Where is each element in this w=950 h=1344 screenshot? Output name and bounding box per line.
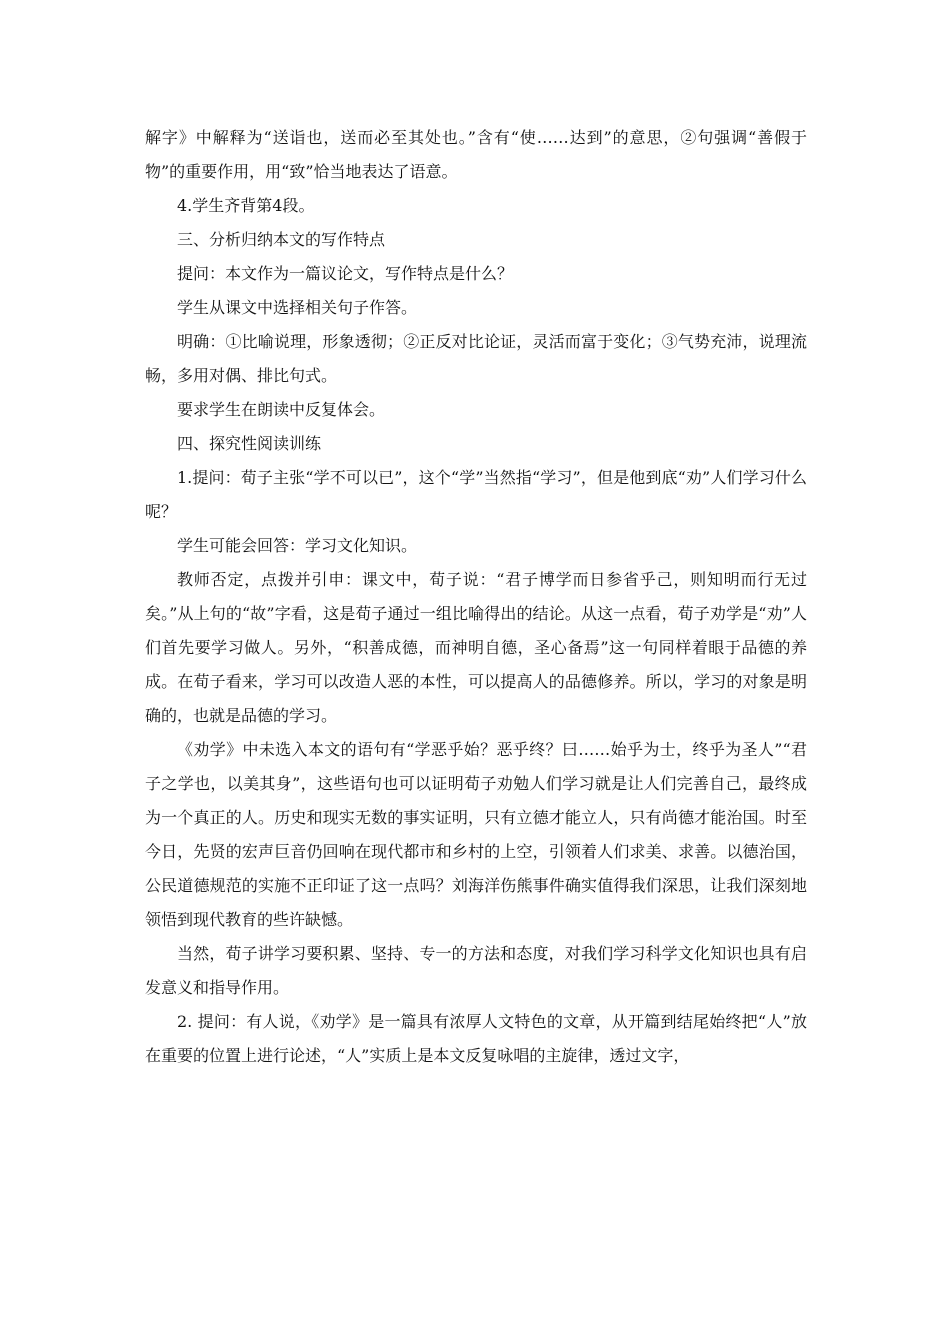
paragraph-possible-answer: 学生可能会回答：学习文化知识。 bbox=[177, 536, 418, 555]
paragraph-reading-requirement: 要求学生在朗读中反复体会。 bbox=[177, 400, 386, 419]
paragraph-question-writing-features: 提问：本文作为一篇议论文，写作特点是什么？ bbox=[177, 264, 514, 283]
paragraph-learning-methods: 当然，荀子讲学习要积累、坚持、专一的方法和态度，对我们学习科学文化知识也具有启发意义和指导作用。 bbox=[145, 944, 807, 997]
paragraph-quan-xue-quotes: 《劝学》中未选入本文的语句有“学恶乎始？恶乎终？曰……始乎为士，终乎为圣人”“君子之学也，以美其身”，这些语句也可以证明荀子劝勉人们学习就是让人们完善自己，最终成为一个真正的人。历史和现实无数的事实证明，只有立德才能立人，只有尚德才能治国。时至今日，先贤的宏声巨音仍回响在现代都市和乡村的上空，引领着人们求美、求善。以德治国，公民道德规范的实施不正印证了这一点吗？刘海洋伤熊事件确实值得我们深思，让我们深刻地领悟到现代教育的些许缺憾。 bbox=[145, 740, 807, 929]
paragraph-step-4: 4.学生齐背第4段。 bbox=[177, 196, 315, 215]
document-body bbox=[145, 121, 807, 1073]
section-heading-writing-features: 三、分析归纳本文的写作特点 bbox=[177, 230, 386, 249]
paragraph-teacher-guidance: 教师否定，点拨并引申：课文中，荀子说：“君子博学而日参省乎己，则知明而行无过矣。”从上句的“故”字看，这是荀子通过一组比喻得出的结论。从这一点看，荀子劝学是“劝”人们首先要学习做人。另外，“积善成德，而神明自德，圣心备焉”这一句同样着眼于品德的养成。在荀子看来，学习可以改造人恶的本性，可以提高人的品德修养。所以，学习的对象是明确的，也就是品德的学习。 bbox=[145, 570, 807, 725]
section-heading-inquiry-reading: 四、探究性阅读训练 bbox=[177, 434, 322, 453]
paragraph-question-2: 2. 提问：有人说，《劝学》是一篇具有浓厚人文特色的文章，从开篇到结尾始终把“人”放在重要的位置上进行论述，“人”实质上是本文反复咏唱的主旋律，透过文字， bbox=[145, 1012, 807, 1065]
paragraph-continuation: 解字》中解释为“送诣也，送而必至其处也。”含有“使……达到”的意思，②句强调“善假于物”的重要作用，用“致”恰当地表达了语意。 bbox=[145, 128, 807, 181]
paragraph-clarification: 明确：①比喻说理，形象透彻；②正反对比论证，灵活而富于变化；③气势充沛，说理流畅，多用对偶、排比句式。 bbox=[145, 332, 807, 385]
paragraph-students-answer: 学生从课文中选择相关句子作答。 bbox=[177, 298, 418, 317]
paragraph-question-1: 1.提问：荀子主张“学不可以已”，这个“学”当然指“学习”，但是他到底“劝”人们学习什么呢？ bbox=[145, 468, 807, 521]
